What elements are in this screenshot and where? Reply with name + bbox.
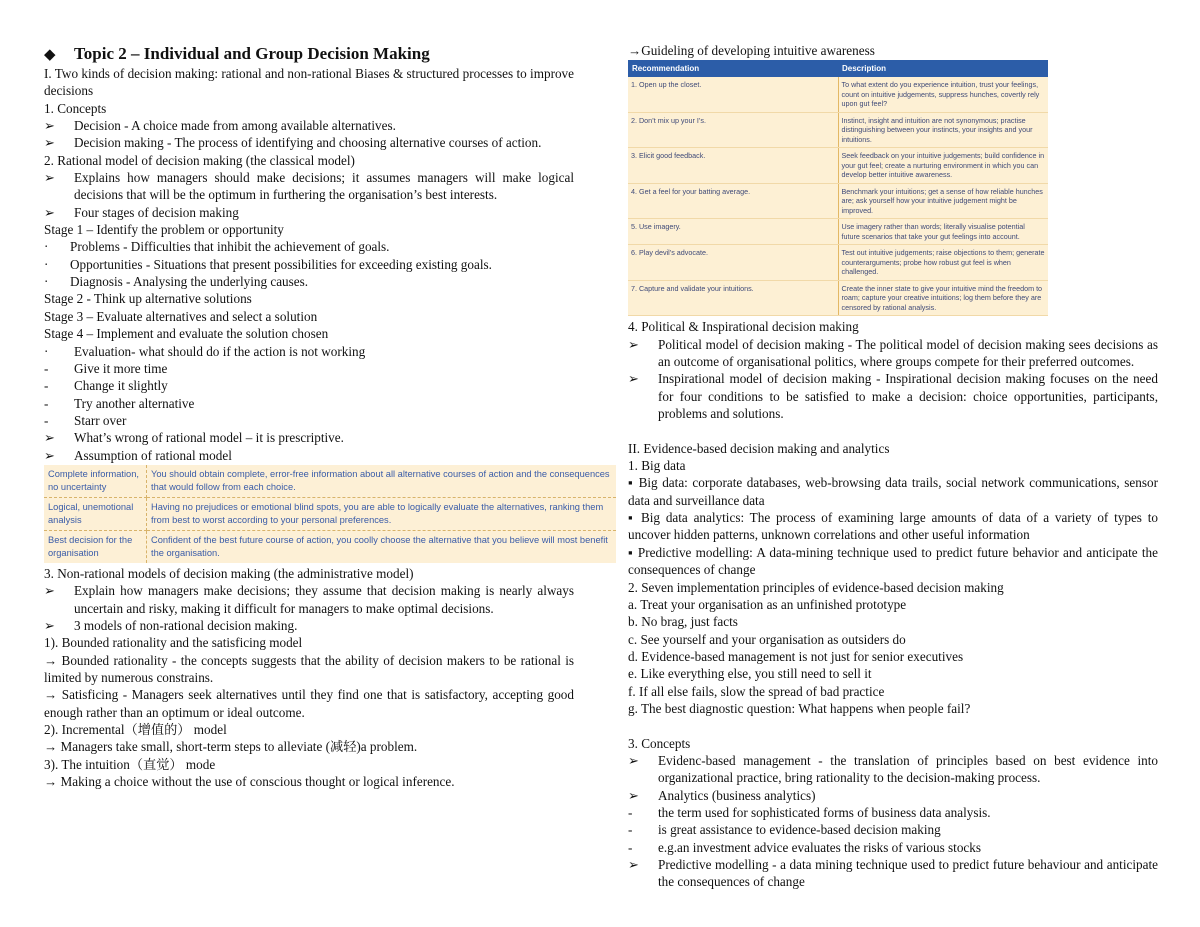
list-item: ➢ What’s wrong of rational model – it is prescriptive. [44,430,344,446]
arrow-bullet-icon: ➢ [44,170,56,186]
diamond-icon: ◆ [44,47,56,63]
intuition-heading: 3). The intuition（直觉） mode [44,756,216,772]
table-row [44,465,616,498]
dot-bullet-icon: · [44,274,49,290]
column-header: Description [838,60,1048,77]
concepts-heading: 3. Concepts [628,735,691,751]
column-header: Recommendation [628,60,838,77]
list-item: ➢ Predictive modelling - a data mining technique used to predict future behaviour and anticipate the consequences of change [628,857,1158,890]
table-cell: 2. Don’t mix up your I’s. [628,112,838,148]
table-cell: Seek feedback on your intuitive judgements; build confidence in your gut feel; create a nurturing environment in which you can develop better intuitive awareness. [838,148,1048,184]
dash-bullet: - [44,378,49,394]
bounded-text: → Bounded rationality - the concepts suggests that the ability of decision makers to be rational is limited by numerous constrains. [44,652,574,685]
spacer [628,717,1158,734]
list-item: ➢ Assumption of rational model [44,447,232,463]
bounded-heading: 1). Bounded rationality and the satisficing model [44,635,303,651]
list-item: ➢ Decision making - The process of identifying and choosing alternative courses of action. [44,135,542,151]
table-cell: Confident of the best future course of action, you coolly choose the alternative that you believe will most benefit the organisation. [151,534,608,558]
list-item: ➢ Four stages of decision making [44,204,239,220]
page-title: ◆ Topic 2 – Individual and Group Decision Making [44,42,574,65]
table-cell: 6. Play devil’s advocate. [628,245,838,281]
arrow-bullet-icon: ➢ [628,857,640,872]
table-row [628,77,1048,112]
intuition-text: → Making a choice without the use of conscious thought or logical inference. [44,774,455,790]
table-row [628,112,1048,148]
arrow-bullet-icon: ➢ [44,617,56,633]
list-item: - Change it slightly [44,378,168,394]
list-item: g. The best diagnostic question: What happens when people fail? [628,700,971,716]
arrow-bullet-icon: ➢ [628,336,640,352]
concepts-heading: 1. Concepts [44,100,107,116]
table-cell: 7. Capture and validate your intuitions. [628,280,838,316]
list-item: f. If all else fails, slow the spread of bad practice [628,683,885,699]
left-column [44,42,610,790]
table-row [44,530,616,563]
list-item: ➢ Evidenc-based management - the translation of principles based on best evidence into organizational practice, bring rationality to the decision-making process. [628,752,1158,786]
dash-bullet: - [44,412,49,428]
nonrational-heading: 3. Non-rational models of decision making (the administrative model) [44,565,414,581]
seven-heading: 2. Seven implementation principles of evidence-based decision making [628,579,1004,595]
list-item: ➢ Explain how managers make decisions; they assume that decision making is nearly always uncertain and risky, making it difficult for managers to make optimal decisions. [44,583,574,616]
list-item: - Starr over [44,412,127,428]
table-header-row [628,60,1048,77]
satisficing-text: → Satisficing - Managers seek alternatives until they find one that is satisfactory, accepting good enough rather than an optimum or ideal outcome. [44,687,574,720]
arrow-bullet-icon: ➢ [628,787,640,803]
table-row [628,245,1048,281]
list-item: ➢ Political model of decision making - The political model of decision making sees decisions as an outcome of organisational politics, where groups compete for their preferred outcomes. [628,336,1158,370]
table-row [628,280,1048,316]
list-item: ➢ Inspirational model of decision making - Inspirational decision making focuses on the need for four conditions to be satisfied to make a decision: choice opportunities, participants, problems and solutions. [628,371,1158,422]
guideline-heading: →Guideling of developing intuitive awareness [628,43,875,58]
list-item: ▪ Big data: corporate databases, web-browsing data trails, social network communications, sensor data and surveillance data [628,475,1158,508]
list-item: b. No brag, just facts [628,614,738,630]
list-item: ▪ Big data analytics: The process of examining large amounts of data of a variety of types to uncover hidden patterns, unknown correlations and other useful information [628,510,1158,543]
assumption-table [44,465,616,563]
table-cell: Instinct, insight and intuition are not synonymous; practise distinguishing between your instincts, your insights and your intuitions. [838,112,1048,148]
list-item: ▪ Predictive modelling: A data-mining technique used to predict future behavior and anticipate the consequences of change [628,544,1158,578]
right-column [628,42,1158,891]
list-item: · Opportunities - Situations that present possibilities for exceeding existing goals. [44,256,492,272]
table-row [628,148,1048,184]
table-cell: Best decision for the organisation [44,530,147,563]
list-item: ➢ Explains how managers should make decisions; it assumes managers will make logical decisions that will be the optimum in furthering the organisation’s best interests. [44,170,574,203]
table-cell: Complete information, no uncertainty [44,465,147,498]
intro-text: I. Two kinds of decision making: rational and non-rational Biases & structured processes to improve decisions [44,66,574,99]
list-item: - Try another alternative [44,395,195,411]
recommendation-table [628,60,1048,316]
arrow-bullet-icon: ➢ [628,752,640,768]
list-item: · Evaluation- what should do if the action is not working [44,343,366,359]
political-heading: 4. Political & Inspirational decision making [628,319,859,335]
incremental-text: → Managers take small, short-term steps to alleviate (减轻)a problem. [44,739,418,755]
arrow-bullet-icon: ➢ [628,371,640,387]
list-item: - e.g.an investment advice evaluates the risks of various stocks [628,839,982,855]
arrow-bullet-icon: ➢ [44,204,56,220]
list-item: - the term used for sophisticated forms of business data analysis. [628,804,991,820]
list-item: ➢ Analytics (business analytics) [628,787,816,803]
dot-bullet-icon: · [44,256,49,272]
dash-bullet: - [44,360,49,376]
table-cell: Logical, unemotional analysis [44,497,147,530]
stage-heading: Stage 3 – Evaluate alternatives and select a solution [44,308,318,324]
list-item: e. Like everything else, you still need to sell it [628,666,872,682]
spacer [628,422,1158,439]
table-cell: To what extent do you experience intuition, trust your feelings, count on intuitive judgements, suppress hunches, covertly rely upon gut feel? [838,77,1048,112]
evidence-heading: II. Evidence-based decision making and analytics [628,440,890,456]
arrow-bullet-icon: ➢ [44,583,56,599]
dot-bullet-icon: · [44,343,49,359]
list-item: · Problems - Difficulties that inhibit the achievement of goals. [44,239,390,255]
list-item: - is great assistance to evidence-based decision making [628,822,941,838]
table-row [628,219,1048,245]
table-cell: Having no prejudices or emotional blind spots, you are able to logically evaluate the alternatives, ranking them from best to worst according to your personal preferences. [147,497,617,530]
stage-heading: Stage 2 - Think up alternative solutions [44,291,252,307]
stage-heading: Stage 1 – Identify the problem or opportunity [44,222,284,238]
arrow-bullet-icon: ➢ [44,118,56,134]
arrow-bullet-icon: ➢ [44,447,56,463]
arrow-bullet-icon: ➢ [44,430,56,446]
table-cell: Create the inner state to give your intuitive mind the freedom to roam; capture your creative intuitions; log them before they are censored by rational analysis. [838,280,1048,316]
table-cell: 5. Use imagery. [628,219,838,245]
rational-heading: 2. Rational model of decision making (the classical model) [44,152,355,168]
list-item: ➢ Decision - A choice made from among available alternatives. [44,118,396,134]
table-cell: 3. Elicit good feedback. [628,148,838,184]
dash-bullet: - [44,395,49,411]
dot-bullet-icon: · [44,239,49,255]
table-row [44,497,616,530]
table-cell: 1. Open up the closet. [628,77,838,112]
dash-bullet: - [628,804,633,820]
table-cell: 4. Get a feel for your batting average. [628,183,838,219]
incremental-heading: 2). Incremental（增值的） model [44,722,227,737]
table-cell: Use imagery rather than words; literally visualise potential future scenarios that take your gut feelings into account. [838,219,1048,245]
table-cell: Benchmark your intuitions; get a sense of how reliable hunches are; ask yourself how your intuitive judgement might be improved. [838,183,1048,219]
dash-bullet: - [628,839,633,855]
table-cell: You should obtain complete, error-free information about all alternative courses of action and the consequences that would follow from each choice. [147,465,617,498]
dash-bullet: - [628,822,633,838]
stage-heading: Stage 4 – Implement and evaluate the solution chosen [44,326,329,342]
list-item: c. See yourself and your organisation as outsiders do [628,631,906,647]
list-item: a. Treat your organisation as an unfinished prototype [628,596,907,612]
bigdata-heading: 1. Big data [628,458,686,474]
arrow-bullet-icon: ➢ [44,135,56,151]
list-item: ➢ 3 models of non-rational decision making. [44,617,298,633]
list-item: - Give it more time [44,360,168,376]
list-item: d. Evidence-based management is not just for senior executives [628,648,964,664]
table-cell: Test out intuitive judgements; raise objections to them; generate counterarguments; probe how robust gut feel is when challenged. [838,245,1048,281]
list-item: · Diagnosis - Analysing the underlying causes. [44,274,309,290]
table-row [628,183,1048,219]
